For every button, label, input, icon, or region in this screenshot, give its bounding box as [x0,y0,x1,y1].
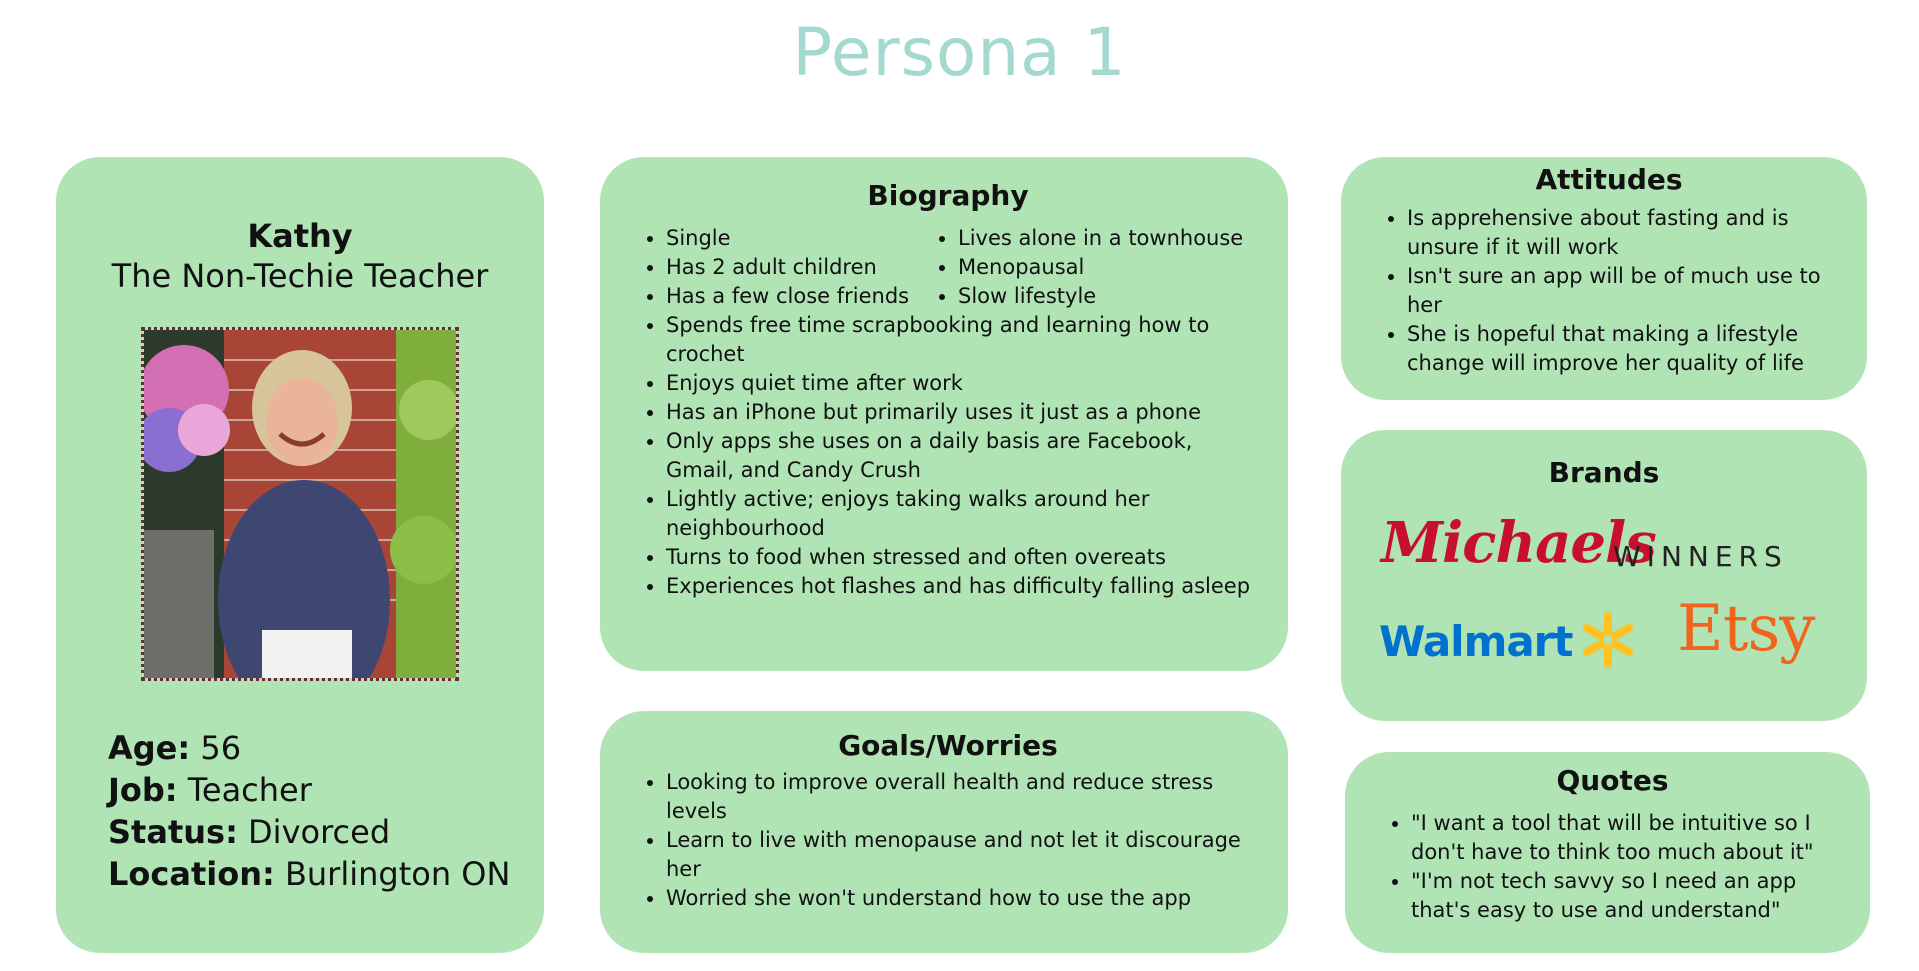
quotes-card [1345,752,1870,953]
list-item: • Lightly active; enjoys taking walks around her neighbourhood [666,485,1260,543]
list-item: • Worried she won't understand how to use the app [666,884,1260,913]
quotes-heading: Quotes [1556,764,1669,797]
walmart-spark-icon [1578,610,1638,670]
list-item: • Has an iPhone but primarily uses it just as a phone [666,398,1260,427]
list-item: • Menopausal [958,253,1243,282]
fact-label: Job: [108,771,178,809]
quotes-list [1381,809,1844,925]
list-item: • Single [666,224,928,253]
biography-list [636,311,1260,601]
attitudes-list [1377,204,1841,378]
list-item: • Only apps she uses on a daily basis are Facebook, Gmail, and Candy Crush [666,427,1260,485]
fact-age [108,727,510,769]
biography-col1 [636,224,928,311]
etsy-logo: Etsy [1677,592,1815,666]
fact-value: 56 [200,729,242,767]
michaels-logo: Michaels [1381,510,1656,576]
fact-location [108,853,510,895]
page-title: Persona 1 [792,14,1127,91]
biography-card [600,157,1288,671]
list-item: • She is hopeful that making a lifestyle change will improve her quality of life [1407,320,1841,378]
persona-photo [141,327,459,681]
walmart-logo: Walmart [1379,617,1573,666]
list-item: • "I want a tool that will be intuitive so I don't have to think too much about it" [1411,809,1844,867]
list-item: • Has a few close friends [666,282,928,311]
list-item: • "I'm not tech savvy so I need an app that's easy to use and understand" [1411,867,1844,925]
brands-card [1341,430,1867,721]
fact-job [108,769,510,811]
fact-label: Status: [108,813,238,851]
fact-value: Divorced [248,813,391,851]
attitudes-heading: Attitudes [1535,163,1683,196]
profile-card [56,157,544,953]
goals-list [636,768,1260,913]
winners-logo: WINNERS [1613,540,1788,573]
fact-label: Location: [108,855,275,893]
fact-value: Teacher [187,771,312,809]
list-item: • Slow lifestyle [958,282,1243,311]
fact-label: Age: [108,729,191,767]
persona-subtitle: The Non-Techie Teacher [111,257,489,295]
list-item: • Is apprehensive about fasting and is unsure if it will work [1407,204,1841,262]
biography-col2 [928,224,1243,311]
photo-illustration [144,330,456,678]
list-item: • Turns to food when stressed and often overeats [666,543,1260,572]
list-item: • Looking to improve overall health and reduce stress levels [666,768,1260,826]
goals-heading: Goals/Worries [838,729,1058,762]
brands-heading: Brands [1548,456,1660,489]
persona-name: Kathy [247,217,353,255]
list-item: • Learn to live with menopause and not let it discourage her [666,826,1260,884]
fact-status [108,811,510,853]
fact-value: Burlington ON [284,855,511,893]
list-item: • Has 2 adult children [666,253,928,282]
list-item: • Lives alone in a townhouse [958,224,1243,253]
list-item: • Enjoys quiet time after work [666,369,1260,398]
attitudes-card [1341,157,1867,400]
goals-card [600,711,1288,953]
list-item: • Isn't sure an app will be of much use to her [1407,262,1841,320]
biography-heading: Biography [867,179,1029,212]
persona-facts [108,727,510,895]
list-item: • Spends free time scrapbooking and learning how to crochet [666,311,1260,369]
list-item: • Experiences hot flashes and has difficulty falling asleep [666,572,1260,601]
